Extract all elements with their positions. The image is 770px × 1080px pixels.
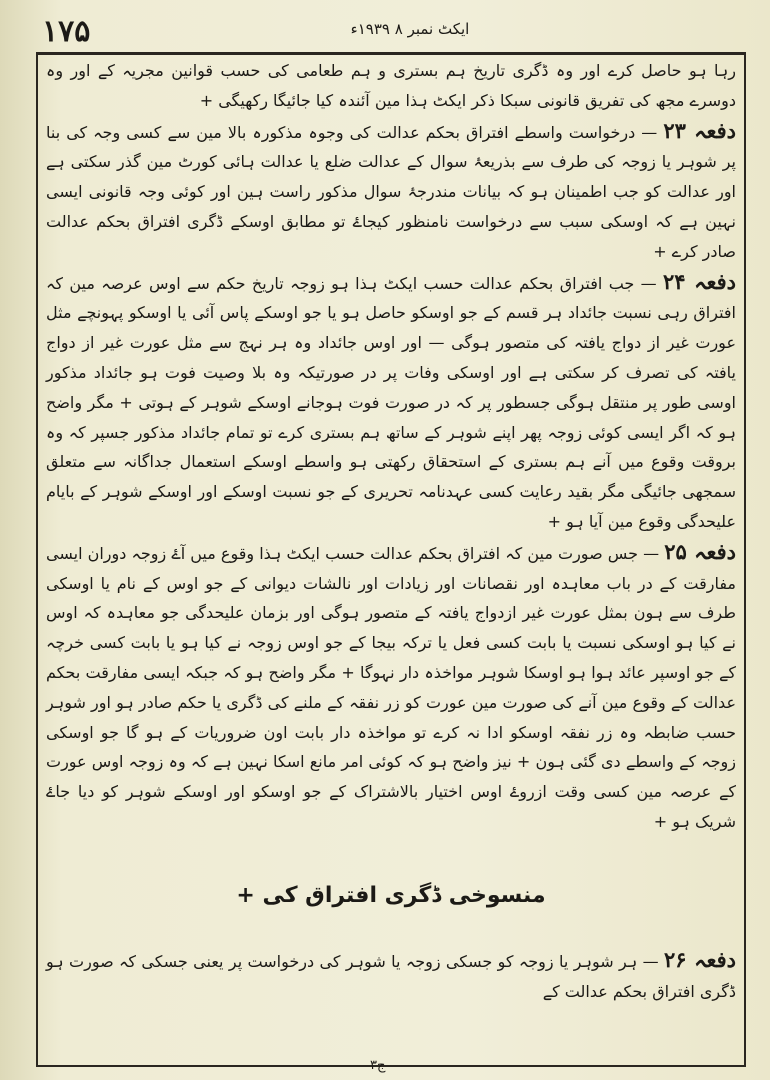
paragraph-text: — جب افتراق بحکم عدالت حسب ایکٹ ہذا ہو زوجہ تاریخ حکم سے اوس عرصہ مین کہ افتراق رہی نسبت جائداد ہر قسم کے جو اوسکو حاصل ہو یا جو اوسکے پاس آئی یا اوسکو پہونچے مثل عورت غیر از دواج یافتہ کی متصور ہوگی — اور اوس جائداد وہ ہر نہج سے مثل عورت غیر از دواج یافتہ کی تصرف کر سکتی ہے اور اوسکی وفات پر در صورتیکہ وہ بلا وصیت فوت ہو جائداد مذکور اوسی طور پر منتقل ہوگی جسطور پر کہ در صورت فوت ہوجانے اوسکے شوہر کے ہوتی + مگر واضح ہو کہ اگر ایسی کوئی زوجہ پھر اپنے شوہر کے ساتھ ہم بستری کرے تو تمام جائداد مذکور جسپر کہ وہ بروقت وقوع میں آنے ہم بستری کے استحقاق رکھتی ہو واسطے اوسکے استعمال جداگانہ سے متعلق سمجھی جائیگی مگر بقید رعایت کسی عہدنامہ تحریری کے جو نسبت اوسکے اور اوسکے شوہر کے بایام علیحدگی وقوع مین آیا ہو +: [46, 273, 736, 531]
section-24: [46, 267, 736, 537]
paragraph-text: رہا ہو حاصل کرے اور وہ ڈگری تاریخ ہم بستری و ہم طعامی کی حسب قوانین مجریہ کے اور وہ دوسرے مجھ کی تفریق قانونی سبکا ذکر ایکٹ ہذا مین آئندہ کیا جائیگا رکھیگی +: [46, 61, 736, 110]
body-text: [46, 56, 736, 1006]
section-26: [46, 945, 736, 1007]
section-25: [46, 537, 736, 837]
section-heading: منسوخی ڈگری افتراق کی +: [236, 882, 546, 908]
footer-signature-mark: ج۳: [370, 1058, 386, 1073]
paragraph: [46, 267, 736, 537]
running-header: ایکٹ نمبر ۸ ۱۹۳۹ء: [350, 20, 470, 38]
paragraph: [46, 56, 736, 116]
paragraph-text: — ہر شوہر یا زوجہ کو جسکی زوجہ یا شوہر کی درخواست پر یعنی جسکی کہ صورت ہو ڈگری افتراق بحکم عدالت کے: [46, 951, 736, 1001]
section-label: دفعہ ۲۳: [663, 117, 737, 143]
section-label: دفعہ ۲۶: [663, 946, 736, 972]
paragraph-text: — جس صورت مین کہ افتراق بحکم عدالت حسب ایکٹ ہذا وقوع میں آۓ زوجہ دوران ایسی مفارقت کے در باب معاہدہ اور نقصانات اور زیادات اور نالشات دیوانی کے جو اوس کے نام یا اوسکی طرف سے ہون بمثل عورت غیر ازدواج یافتہ کے متصور ہوگی اور بزمان علیحدگی جو معاہدہ کہ اوس نے کیا ہو اوسکی نسبت یا بابت کسی فعل یا ترکہ بیجا کے جو اوس زوجہ نے کیا ہو یا بابت کسی خرچہ کے جو اوسپر عائد ہوا ہو اوسکا شوہر مواخذہ دار نہوگا + مگر واضح ہو کہ جبکہ ایسی مفارقت بحکم عدالت کے وقوع مین آنے کی صورت مین عورت کو زر نفقہ کے ملنے کی ڈگری یا حکم صادر ہو اور شوہر حسب ضابطہ وہ زر نفقہ اوسکو ادا نہ کرے تو مواخذہ دار بابت اون ضروریات کے ہو گا جو اوسکی زوجہ کے واسطے دی گئی ہون + نیز واضح ہو کہ کوئی امر مانع اسکا نہین ہے کہ وہ زوجہ اوس عورت کے عرصہ مین کسی وقت ازروۓ اوس اختیار بالاشتراک کے جو اوسکو اور اوسکے شوہر کو دیا جاۓ شریک ہو +: [46, 543, 736, 831]
paragraph: [46, 537, 736, 837]
page-number: ۱۷۵: [42, 14, 91, 49]
section-label: دفعہ ۲۵: [664, 538, 736, 564]
paragraph-text: — درخواست واسطے افتراق بحکم عدالت کی وجوہ مذکورہ بالا مین سے کسی وجہ کی بنا پر شوہر یا زوجہ کی طرف سے بذریعۂ سوال کے عدالت ضلع یا عدالت ہائی کورٹ مین گذر سکتی ہے اور عدالت کو جب اطمینان ہو کہ بیانات مندرجۂ سوال مذکور راست ہین اور کوئی وجہ قانونی ایسی نہین ہے کہ اوسکی سبب سے درخواست نامنظور کیجاۓ تو مطابق اوسکے ڈگری افتراق بحکم عدالت صادر کرے +: [46, 122, 736, 261]
paragraph: [46, 116, 736, 267]
paragraph: [46, 945, 736, 1007]
section-continuation: [46, 56, 736, 116]
section-23: [46, 116, 736, 267]
section-label: دفعہ ۲۴: [663, 268, 737, 294]
